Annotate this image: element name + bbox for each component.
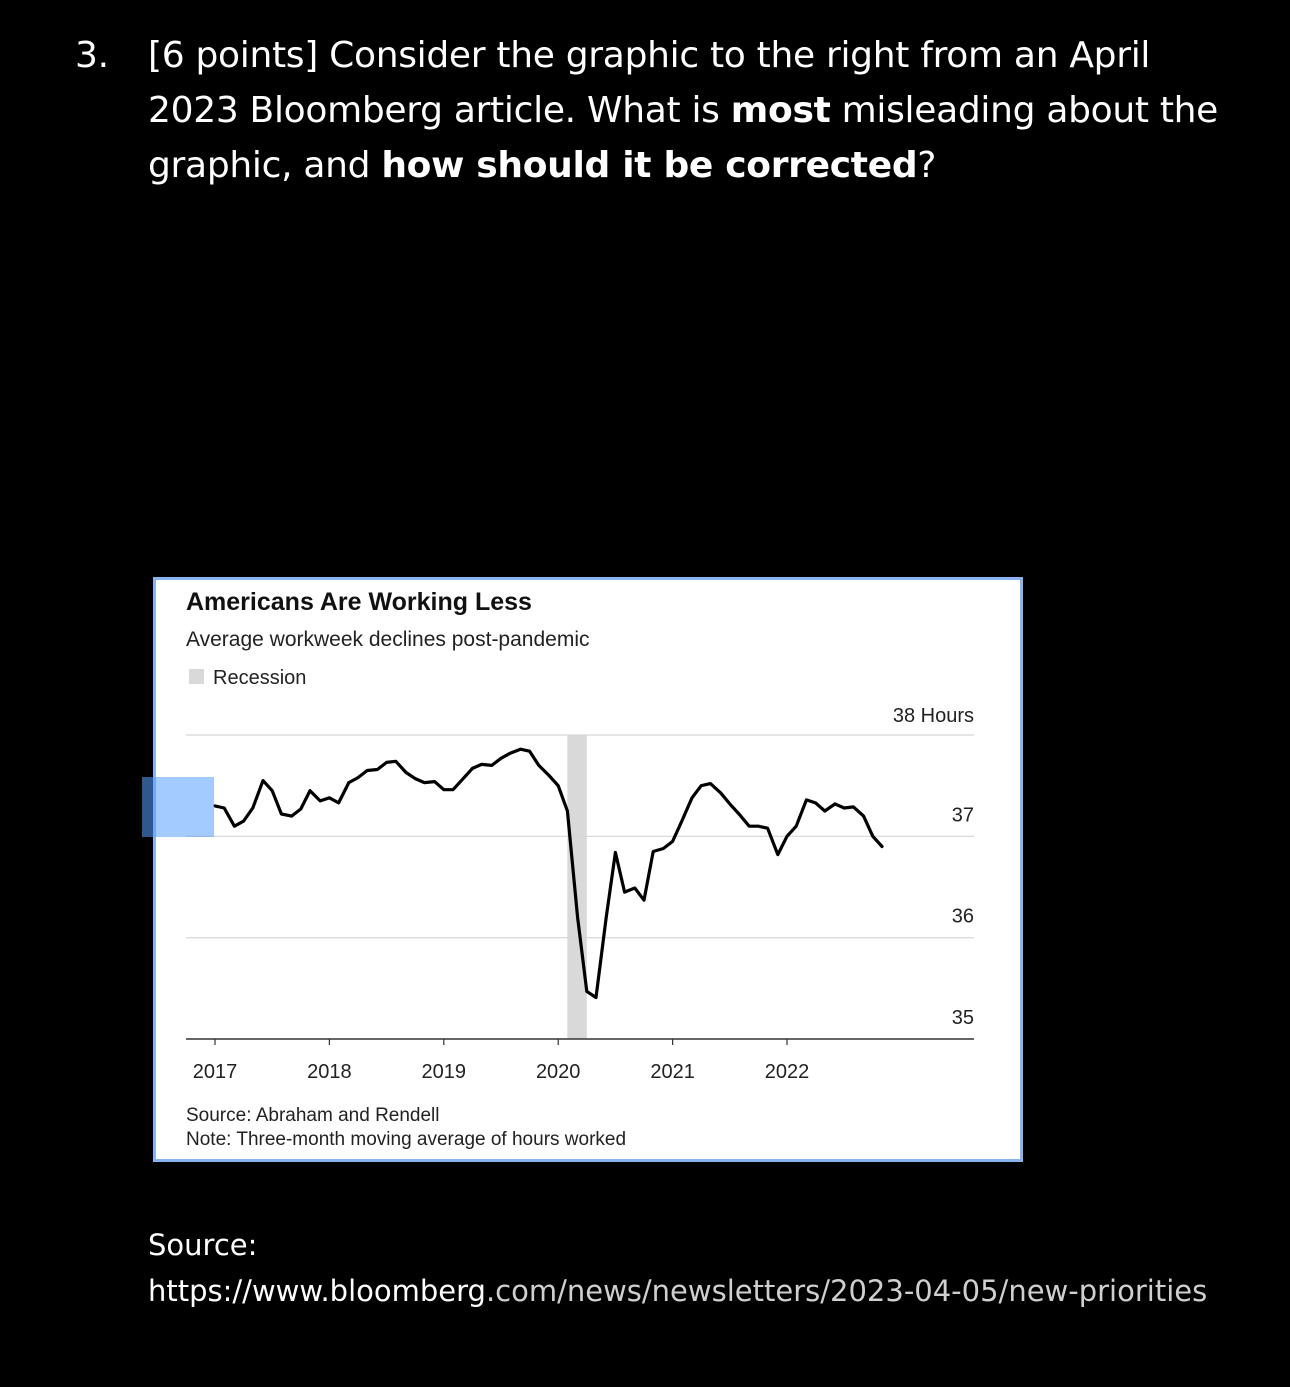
question-text <box>148 28 1225 193</box>
data-point <box>319 800 321 802</box>
data-point <box>291 815 293 817</box>
data-point <box>414 778 416 780</box>
data-point <box>538 765 540 767</box>
x-tick-label: 2017 <box>192 1061 238 1083</box>
data-point <box>652 851 654 853</box>
y-tick-label: 35 <box>951 1007 974 1029</box>
question-emphasis: how should it be corrected <box>381 145 918 186</box>
data-point <box>386 762 388 764</box>
data-point <box>815 802 817 804</box>
data-point <box>309 790 311 792</box>
data-point <box>548 775 550 777</box>
data-point <box>795 825 797 827</box>
data-point <box>806 799 808 801</box>
data-point <box>863 815 865 817</box>
data-point <box>338 802 340 804</box>
data-point <box>834 803 836 805</box>
data-point <box>786 836 788 838</box>
question-part: [6 points] Consider the graphic to the right from an April 2023 Bloomberg article. What is <box>148 35 1151 131</box>
data-point <box>557 785 559 787</box>
data-point <box>881 846 883 848</box>
data-point <box>615 852 617 854</box>
data-point <box>720 792 722 794</box>
data-point <box>681 820 683 822</box>
data-point <box>767 827 769 829</box>
series-line <box>215 749 882 997</box>
y-unit-label: 38 Hours <box>892 705 974 727</box>
data-point <box>281 813 283 815</box>
data-point <box>605 917 607 919</box>
data-point <box>271 790 273 792</box>
data-point <box>462 778 464 780</box>
source-url-domain: https://www.bloomberg <box>148 1274 486 1308</box>
data-point <box>691 797 693 799</box>
source-footer <box>148 1222 1248 1314</box>
data-point <box>214 805 216 807</box>
selection-highlight <box>142 777 214 837</box>
data-point <box>443 789 445 791</box>
data-point <box>824 810 826 812</box>
x-tick-label: 2020 <box>535 1061 581 1083</box>
question-part: misleading about the graphic, and <box>148 90 1219 186</box>
method-note: Note: Three-month moving average of hours worked <box>186 1129 627 1150</box>
x-tick-label: 2021 <box>650 1061 695 1083</box>
x-tick-label: 2019 <box>421 1061 467 1083</box>
data-point <box>481 764 483 766</box>
y-tick-label: 36 <box>951 905 974 928</box>
data-point <box>748 825 750 827</box>
data-point <box>472 768 474 770</box>
question-number: 3. <box>75 35 109 76</box>
data-point <box>710 783 712 785</box>
data-point <box>595 997 597 999</box>
data-point <box>500 758 502 760</box>
data-point <box>729 803 731 805</box>
data-point <box>577 917 579 919</box>
data-point <box>586 991 588 993</box>
source-label: Source: <box>148 1228 258 1262</box>
question <box>75 28 1225 193</box>
line-chart <box>156 580 1020 1159</box>
data-point <box>434 781 436 783</box>
data-point <box>377 769 379 771</box>
data-point <box>405 772 407 774</box>
data-point <box>452 789 454 791</box>
data-point <box>567 810 569 812</box>
recession-band <box>567 735 586 1039</box>
source-url[interactable] <box>148 1268 1248 1314</box>
source-note: Source: Abraham and Rendell <box>186 1105 440 1126</box>
question-emphasis: most <box>730 90 831 131</box>
data-point <box>357 777 359 779</box>
data-point <box>529 750 531 752</box>
data-point <box>700 785 702 787</box>
data-point <box>329 797 331 799</box>
legend-swatch-recession <box>189 669 204 684</box>
x-tick-label: 2022 <box>764 1061 810 1083</box>
data-point <box>395 761 397 763</box>
data-point <box>634 887 636 889</box>
data-point <box>424 782 426 784</box>
data-point <box>234 825 236 827</box>
data-point <box>853 806 855 808</box>
chart-figure <box>153 577 1023 1162</box>
data-point <box>777 854 779 856</box>
source-url-path: .com/news/newsletters/2023-04-05/new-priorities <box>485 1274 1208 1308</box>
data-point <box>520 748 522 750</box>
data-point <box>872 836 874 838</box>
data-point <box>348 782 350 784</box>
data-point <box>663 848 665 850</box>
data-point <box>491 765 493 767</box>
data-point <box>223 807 225 809</box>
question-part: ? <box>917 145 937 186</box>
legend-label-recession: Recession <box>213 667 307 689</box>
data-point <box>300 808 302 810</box>
data-point <box>738 813 740 815</box>
chart-title: Americans Are Working Less <box>186 588 532 616</box>
data-point <box>624 891 626 893</box>
data-point <box>843 807 845 809</box>
data-point <box>643 899 645 901</box>
x-tick-label: 2018 <box>307 1061 352 1083</box>
chart-subtitle: Average workweek declines post-pandemic <box>186 628 590 651</box>
data-point <box>243 820 245 822</box>
y-tick-label: 37 <box>951 804 974 827</box>
data-point <box>672 841 674 843</box>
data-point <box>366 770 368 772</box>
data-point <box>262 780 264 782</box>
data-point <box>252 807 254 809</box>
data-point <box>509 752 511 754</box>
data-point <box>758 825 760 827</box>
